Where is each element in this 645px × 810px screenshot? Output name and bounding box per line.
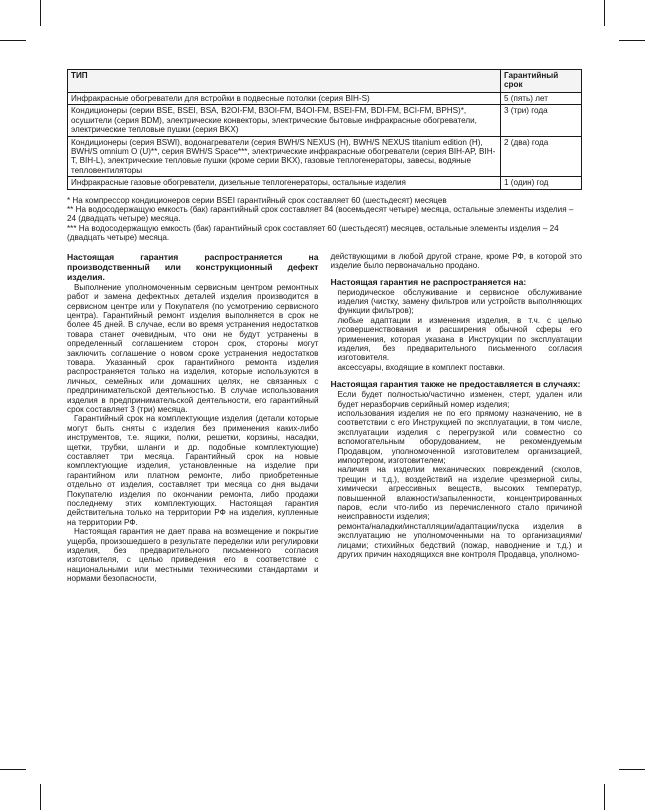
header-type: ТИП <box>68 70 501 93</box>
table-header-row <box>68 70 582 93</box>
list-item: периодическое обслуживание и сервисное обслуживание изделия (чистку, замену фильтров или устройств выполняющих функции фильтров); <box>337 287 582 316</box>
crop-mark <box>40 0 41 26</box>
table-row <box>68 105 582 136</box>
exclusions-list <box>331 288 583 373</box>
body-columns <box>67 252 582 584</box>
row-term: 2 (два) года <box>501 136 582 177</box>
header-term: Гарантийный срок <box>501 70 582 93</box>
crop-mark <box>0 769 26 770</box>
section-heading: Настоящая гарантия не распространяется на: <box>330 276 527 287</box>
list-item: использования изделия не по его прямому назначению, не в соответствии с его Инструкцией по эксплуатации, в том числе, эксплуатации изделия с перегрузкой или совместно со вспомогательным оборудованием, не рекомендуемым Продавцом, уполномоченной изготовителем организацией, импортером, изготовителем; <box>337 408 582 465</box>
paragraph: Выполнение уполномоченным сервисным центром ремонтных работ и замена дефектных деталей изделия производится в сервисном центре или у Покупателя (по усмотрению сервисного центра). Гарантийный ремонт изделия выполняется в срок не более 45 дней. В случае, если во время устранения недостатков товара станет очевидным, что они не будут устранены в определенный соглашением сторон срок, стороны могут заключить соглашение о новом сроке устранения недостатков товара. Указанный срок гарантийного ремонта изделия распространяется только на изделия, которые используются в личных, семейных или домашних целях, не связанных с предпринимательской деятельностью. В случае использования изделия в предпринимательской деятельности, его гарантийный срок составляет 3 (три) месяца. <box>67 282 319 414</box>
document-page <box>67 69 582 584</box>
table-row <box>68 136 582 177</box>
footnotes <box>67 196 582 243</box>
crop-mark <box>604 0 605 26</box>
list-item: Если будет полностью/частично изменен, стерт, удален или будет неразборчив серийный номер изделия; <box>337 390 582 409</box>
list-item: любые адаптации и изменения изделия, в т.ч. с целью усовершенствования и расширения обычной сферы его применения, которая указана в Инструкции по эксплуатации изделия, без предварительного письменного согласия изготовителя. <box>337 315 582 363</box>
row-term: 3 (три) года <box>501 105 582 136</box>
footnote: *** На водосодержащую емкость (бак) гарантийный срок составляет 60 (шестьдесят) месяцев, остальные элементы изделия – 24 (двадцать четыре) месяца. <box>67 223 559 243</box>
crop-mark <box>0 40 26 41</box>
paragraph: действующими в любой другой стране, кроме РФ, в которой это изделие было первоначально продано. <box>330 251 582 271</box>
list-item: наличия на изделии механических повреждений (сколов, трещин и т.д.), воздействий на изделие чрезмерной силы, химически агрессивных веществ, высоких температур, повышенной влажности/запыленности, концентрированных паров, если что-либо из перечисленного стало причиной неисправности изделия; <box>337 465 582 522</box>
crop-mark <box>604 784 605 810</box>
footnote: ** На водосодержащую емкость (бак) гарантийный срок составляет 84 (восемьдесят четыре) месяца, остальные элементы изделия – 24 (двадцать четыре) месяца. <box>67 205 574 224</box>
row-term: 5 (пять) лет <box>501 93 582 105</box>
row-term: 1 (один) год <box>501 177 582 189</box>
section-heading: Настоящая гарантия также не предоставляется в случаях: <box>330 379 581 390</box>
row-type: Инфракрасные обогреватели для встройки в подвесные потолки (серия BIH-S) <box>68 93 501 105</box>
crop-mark <box>40 784 41 810</box>
cases-list <box>331 390 583 559</box>
list-item: ремонта/наладки/инсталляции/адаптации/пуска изделия в эксплуатацию не уполномоченными на то организациями/лицами; стихийных бедствий (пожар, наводнение и т.д.) и других причин находящихся вне контроля Продавца, уполномо- <box>337 521 582 560</box>
paragraph: Настоящая гарантия не дает права на возмещение и покрытие ущерба, произошедшего в результате переделки или регулировки изделия, без предварительного письменного согласия изготовителя, с целью приведения его в соответствие с национальными или местными техническими стандартами и нормами безопасности, <box>67 527 319 584</box>
warranty-table <box>67 69 582 190</box>
row-type: Кондиционеры (серии BSE, BSEI, BSA, B2OI-FM, B3OI-FM, B4OI-FM, BSEI-FM, BDI-FM, BCI-FM, BPHS)*, осушители (серия BDM), электрические конвекторы, электрические бытовые инфракрасные обогреватели, электрические тепловые пушки (серия BKX) <box>68 105 501 136</box>
paragraph: Гарантийный срок на комплектующие изделия (детали которые могут быть сняты с изделия без применения каких-либо инструментов, т.е. ящики, полки, решетки, корзины, насадки, щетки, трубки, шланги и др. подобные комплектующие) составляет три месяца. Гарантийный срок на новые комплектующие изделия, установленные на изделие при гарантийном или платном ремонте, либо приобретенные отдельно от изделия, составляет три месяца со дня выдачи Покупателю изделия по окончании ремонта, либо продажи последнему этих комплектующих. Настоящая гарантия действительна только на территории РФ на изделия, купленные на территории РФ. <box>67 414 319 527</box>
crop-mark <box>619 40 645 41</box>
left-column <box>67 252 319 584</box>
table-row <box>68 177 582 189</box>
footnote: * На компрессор кондиционеров серии BSEI гарантийный срок составляет 60 (шестьдесят) месяцев <box>67 195 447 205</box>
list-item: аксессуары, входящие в комплект поставки. <box>337 362 505 372</box>
row-type: Инфракрасные газовые обогреватели, дизельные теплогенераторы, остальные изделия <box>68 177 501 189</box>
table-row <box>68 93 582 105</box>
right-column <box>331 252 583 584</box>
row-type: Кондиционеры (серия BSWI), водонагреватели (серия BWH/S NEXUS (H), BWH/S NEXUS titanium edition (H), BWH/S omnium O (U)**, серия BWH/S Space***, электрические инфракрасные обогреватели (серия BIH-AP, BIH-T, BIH-L), электрические тепловые пушки (кроме серии BKX), газовые теплогенераторы, завесы, водяные тепловентиляторы <box>68 136 501 177</box>
crop-mark <box>619 769 645 770</box>
section-heading: Настоящая гарантия распространяется на производственный или конструкционный дефект изделия. <box>67 251 319 282</box>
